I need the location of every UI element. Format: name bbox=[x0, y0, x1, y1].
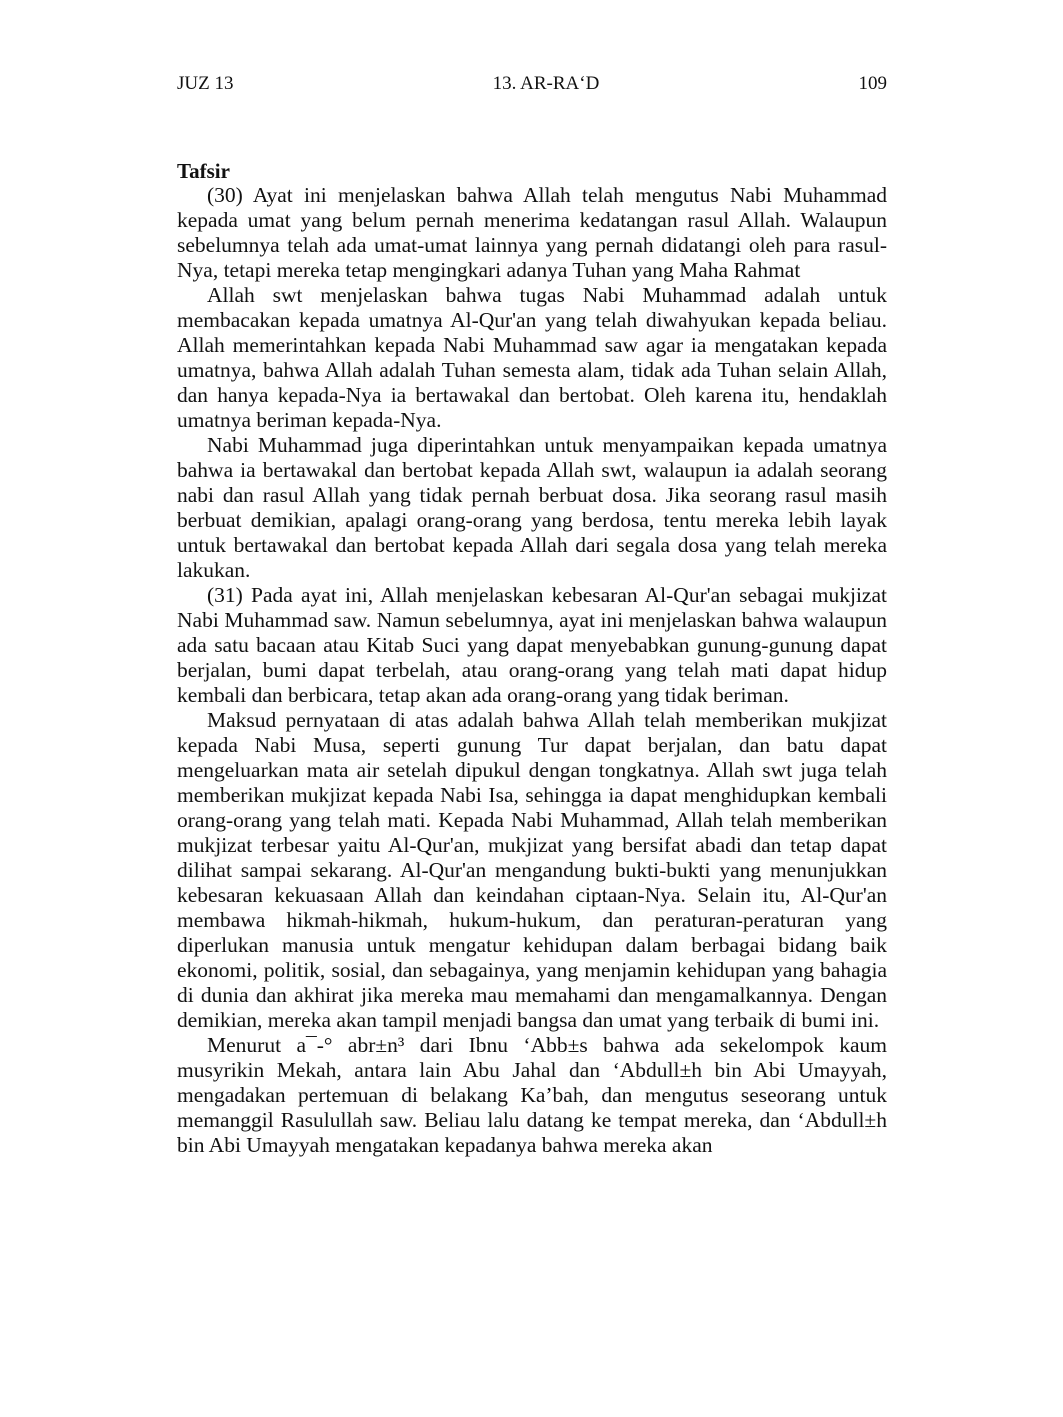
page-number: 109 bbox=[858, 73, 887, 94]
body-text bbox=[177, 183, 887, 1158]
surah-title: 13. AR-RA‘D bbox=[492, 73, 600, 94]
section-title: Tafsir bbox=[177, 159, 230, 183]
paragraph: Allah swt menjelaskan bahwa tugas Nabi Muhammad adalah untuk membacakan kepada umatnya Al-Qur'an yang telah diwahyukan kepada beliau. Allah memerintahkan kepada Nabi Muhammad saw agar ia mengatakan kepada umatnya, bahwa Allah adalah Tuhan semesta alam, tidak ada Tuhan selain Allah, dan hanya kepada-Nya ia bertawakal dan bertobat. Oleh karena itu, hendaklah umatnya beriman kepada-Nya. bbox=[177, 283, 887, 432]
document-page bbox=[177, 72, 887, 1158]
running-header bbox=[177, 72, 887, 96]
paragraph: Menurut a¯-° abr±n³ dari Ibnu ‘Abb±s bahwa ada sekelompok kaum musyrikin Mekah, antara lain Abu Jahal dan ‘Abdull±h bin Abi Umayyah, mengadakan pertemuan di belakang Ka’bah, dan mengutus seseorang untuk memanggil Rasulullah saw. Beliau lalu datang ke tempat mereka, dan ‘Abdull±h bin Abi Umayyah mengatakan kepadanya bahwa mereka akan bbox=[177, 1033, 887, 1157]
paragraph-ayat-30: (30) Ayat ini menjelaskan bahwa Allah telah mengutus Nabi Muhammad kepada umat yang belum pernah menerima kedatangan rasul Allah. Walaupun sebelumnya telah ada umat-umat lainnya yang pernah didatangi oleh para rasul-Nya, tetapi mereka tetap mengingkari adanya Tuhan yang Maha Rahmat bbox=[177, 183, 887, 282]
paragraph: Maksud pernyataan di atas adalah bahwa Allah telah memberikan mukjizat kepada Nabi Musa, seperti gunung Tur dapat berjalan, dan batu dapat mengeluarkan mata air setelah dipukul dengan tongkatnya. Allah swt juga telah memberikan mukjizat kepada Nabi Isa, sehingga ia dapat menghidupkan kembali orang-orang yang telah mati. Kepada Nabi Muhammad, Allah telah memberikan mukjizat terbesar yaitu Al-Qur'an, mukjizat yang bersifat abadi dan tetap dapat dilihat sampai sekarang. Al-Qur'an mengandung bukti-bukti yang menunjukkan kebesaran kekuasaan Allah dan keindahan ciptaan-Nya. Selain itu, Al-Qur'an membawa hikmah-hikmah, hukum-hukum, dan peraturan-peraturan yang diperlukan manusia untuk mengatur kehidupan dalam berbagai bidang baik ekonomi, politik, sosial, dan sebagainya, yang menjamin kehidupan yang bahagia di dunia dan akhirat jika mereka mau memahami dan mengamalkannya. Dengan demikian, mereka akan tampil menjadi bangsa dan umat yang terbaik di bumi ini. bbox=[177, 708, 887, 1032]
juz-label: JUZ 13 bbox=[177, 73, 234, 94]
paragraph-ayat-31: (31) Pada ayat ini, Allah menjelaskan kebesaran Al-Qur'an sebagai mukjizat Nabi Muhammad saw. Namun sebelumnya, ayat ini menjelaskan bahwa walaupun ada satu bacaan atau Kitab Suci yang dapat menyebabkan gunung-gunung dapat berjalan, bumi dapat terbelah, atau orang-orang yang telah mati dapat hidup kembali dan berbicara, tetap akan ada orang-orang yang tidak beriman. bbox=[177, 583, 887, 707]
paragraph: Nabi Muhammad juga diperintahkan untuk menyampaikan kepada umatnya bahwa ia bertawakal dan bertobat kepada Allah swt, walaupun ia adalah seorang nabi dan rasul Allah yang tidak pernah berbuat dosa. Jika seorang rasul masih berbuat demikian, apalagi orang-orang yang berdosa, tentu mereka lebih layak untuk bertawakal dan bertobat kepada Allah dari segala dosa yang telah mereka lakukan. bbox=[177, 433, 887, 582]
